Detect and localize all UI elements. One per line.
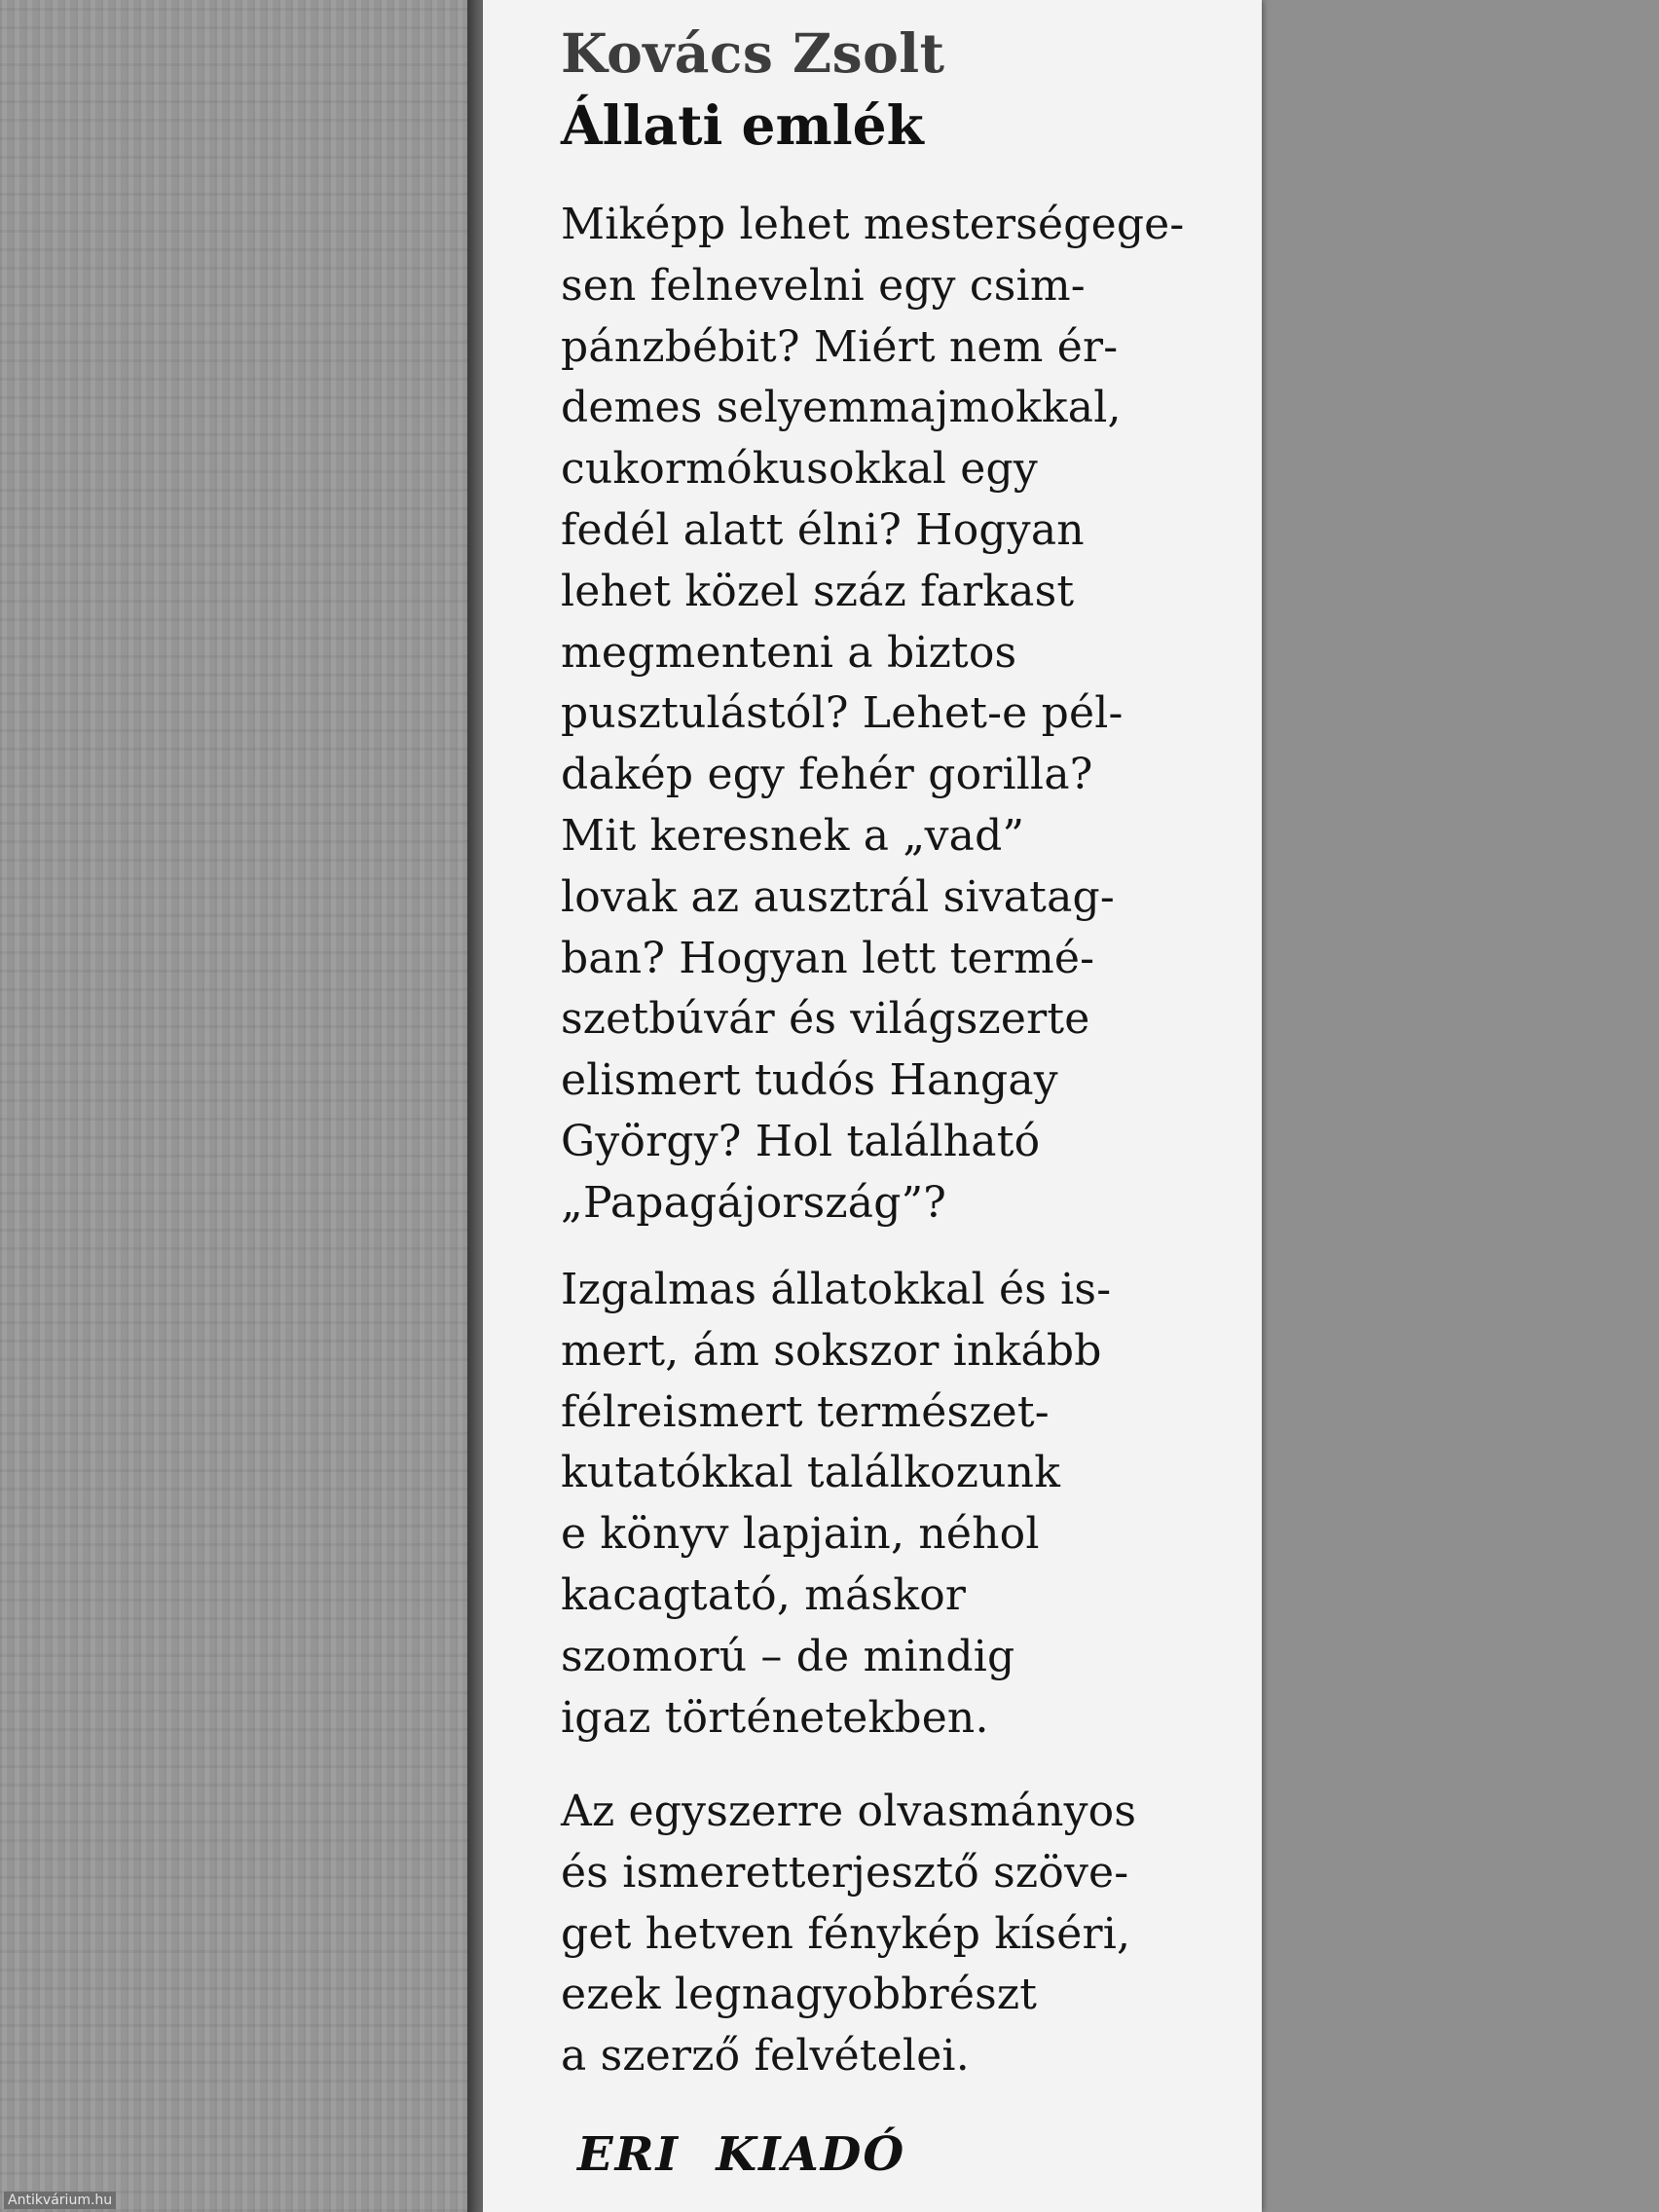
publisher-name: ERI KIADÓ (577, 2127, 906, 2182)
text-line: szetbúvár és világszerte (561, 994, 1090, 1045)
text-line: fedél alatt élni? Hogyan (561, 504, 1085, 555)
text-line: elismert tudós Hangay (561, 1055, 1058, 1106)
book-back-cover (483, 0, 1262, 2212)
text-line: megmenteni a biztos (561, 627, 1017, 678)
text-line: pusztulástól? Lehet-e pél- (561, 688, 1124, 739)
text-line: Az egyszerre olvasmányos (561, 1787, 1137, 1836)
text-line: dakép egy fehér gorilla? (561, 750, 1093, 800)
blurb-paragraph-3 (561, 1782, 1223, 2087)
blurb-paragraph-2 (561, 1260, 1223, 1749)
text-line: igaz történetekben. (561, 1692, 989, 1743)
text-line: ban? Hogyan lett termé- (561, 933, 1095, 983)
text-line: lovak az ausztrál sivatag- (561, 871, 1115, 922)
text-line: kacagtató, máskor (561, 1569, 967, 1620)
text-line: kutatókkal találkozunk (561, 1448, 1061, 1498)
gray-backdrop (1262, 0, 1659, 2212)
text-line: György? Hol található (561, 1116, 1041, 1166)
text-line: get hetven fénykép kíséri, (561, 1908, 1131, 1959)
text-line: és ismeretterjesztő szöve- (561, 1847, 1129, 1898)
text-line: lehet közel száz farkast (561, 566, 1075, 616)
text-line: Miképp lehet mesterségege- (561, 200, 1185, 249)
text-line: Mit keresnek a „vad” (561, 810, 1025, 861)
text-line: mert, ám sokszor inkább (561, 1325, 1102, 1376)
site-watermark: Antikvárium.hu (4, 2192, 116, 2209)
text-line: demes selyemmajmokkal, (561, 383, 1122, 433)
book-spine-shadow (467, 0, 483, 2212)
author-name: Kovács Zsolt (561, 21, 945, 85)
text-line: Izgalmas állatokkal és is- (561, 1265, 1112, 1314)
text-line: félreismert természet- (561, 1386, 1050, 1437)
wooden-background (0, 0, 467, 2212)
text-line: szomorú – de mindig (561, 1631, 1015, 1681)
text-line: sen felnevelni egy csim- (561, 260, 1086, 311)
book-title: Állati emlék (561, 93, 924, 157)
text-line: cukormókusokkal egy (561, 444, 1038, 495)
text-line: „Papagájország”? (561, 1177, 947, 1228)
text-line: ezek legnagyobbrészt (561, 1970, 1038, 2020)
text-line: pánzbébit? Miért nem ér- (561, 321, 1119, 372)
text-line: e könyv lapjain, néhol (561, 1509, 1040, 1560)
text-line: a szerző felvételei. (561, 2031, 970, 2082)
blurb-paragraph-1 (561, 195, 1223, 1235)
